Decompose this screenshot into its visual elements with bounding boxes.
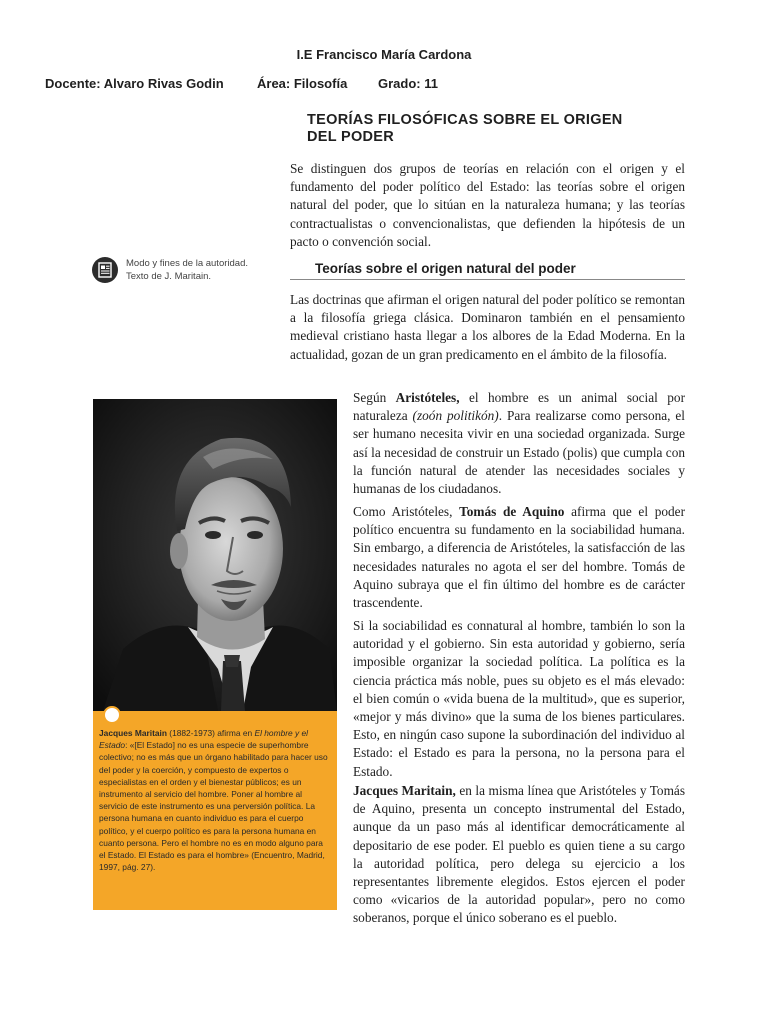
resource-line1: Modo y fines de la autoridad. (126, 258, 248, 269)
resource-reference (126, 257, 276, 283)
aristotle-name: Aristóteles, (395, 390, 460, 405)
caption-name: Jacques Maritain (99, 728, 167, 738)
sociability-paragraph: Si la sociabilidad es connatural al hombre, también lo son la autoridad y el gobierno. Sin esta autoridad y gobierno, sería imposible organizar la sociedad política. La política es la ciencia práctica más noble, pues su objeto es el más elevado: el bien común o «vida buena de la multitud», que es superior, «mejor y más divino» que la suma de los bienes particulares. Esto, en ningún caso supone la subordinación del individuo al Estado: el Estado es para la persona, no la persona para el Estado. (353, 618, 685, 779)
caption-badge-icon (103, 706, 121, 724)
document-title (307, 112, 667, 146)
caption-text (99, 727, 331, 873)
aristotle-mid: el hombre es un animal social por naturaleza (353, 390, 685, 424)
section-divider (290, 279, 685, 280)
caption-book: El hombre y el Estado (99, 728, 309, 751)
caption-quote: : «[El Estado] no es una especie de superhombre colectivo; no es más que un órgano habilitado para hacer uso del poder y la coerción, y compuesto de expertos o especialistas en el orden y el bienestar públicos; es un instrumento al servicio del hombre. Poner al hombre al servicio de este instrumento es una perversión política. La persona humana en cuanto individuo es para el cuerpo político, y el cuerpo político es para la persona humana en cuanto persona. Pero el hombre no es en modo alguno para el Estado. El Estado es para el hombre» (Encuentro, Madrid, 1997, pág. 27). (99, 740, 328, 873)
maritain-portrait (93, 399, 337, 711)
maritain-name: Jacques Maritain, (353, 783, 456, 798)
aristotle-paragraph (353, 389, 685, 498)
section-title: Teorías sobre el origen natural del poder (315, 261, 576, 276)
aristotle-pre: Según (353, 390, 396, 405)
aquinas-name: Tomás de Aquino (459, 504, 565, 519)
grade-level: Grado: 11 (378, 76, 438, 91)
document-icon (92, 257, 118, 283)
aquinas-post: afirma que el poder político encuentra su fundamento en la sociabilidad humana. Sin embargo, a diferencia de Aristóteles, la satisfacción de las necesidades naturales no agota el ser del hombre. Tomás de Aquino subraya que el fin último del hombre es de carácter trascendente. (353, 504, 685, 611)
document-title-line1: TEORÍAS FILOSÓFICAS SOBRE EL ORIGEN (307, 112, 623, 128)
resource-line2: Texto de J. Maritain. (126, 271, 212, 282)
aristotle-term: (zoón politikón) (412, 408, 499, 424)
aquinas-paragraph (353, 503, 685, 612)
caption-dates: (1882-1973) afirma en (166, 728, 255, 738)
aristotle-post: . Para realizarse como persona, el ser humano necesita vivir en una sociedad organizada. Surge así la necesidad de construir un Estado (polis) que cumpla con la función natural de atender las necesidades sociales y humanas de los ciudadanos. (353, 408, 685, 497)
subject-area: Área: Filosofía (257, 76, 348, 91)
origin-paragraph: Las doctrinas que afirman el origen natural del poder político se remontan a la filosofía griega clásica. Dominaron también en el pensamiento medieval cristiano hasta llegar a los albores de la Edad Moderna. En la actualidad, gozan de un gran predicamento en el ámbito de la filosofía. (290, 292, 685, 362)
teacher-name: Docente: Alvaro Rivas Godin (45, 76, 224, 91)
document-title-line2: DEL PODER (307, 129, 395, 145)
maritain-paragraph (353, 782, 685, 928)
caption-box (93, 711, 337, 910)
intro-paragraph: Se distinguen dos grupos de teorías en relación con el origen y el fundamento del poder político del Estado: las teorías sobre el origen natural del poder, que lo sitúan en la naturaleza humana; y las teorías contractualistas o convencionalistas, que defienden la hipótesis de un pacto o convención social. (290, 161, 685, 249)
aquinas-pre: Como Aristóteles, (353, 504, 460, 519)
school-name: I.E Francisco María Cardona (296, 47, 472, 62)
maritain-post: en la misma línea que Aristóteles y Tomás de Aquino, presenta un concepto instrumental del Estado, aunque da un paso más al identificar democráticamente al depositario de ese poder. El pueblo es quien tiene a su cargo la autoridad política, pero delega su ejercicio a los representantes libremente elegidos. Estos ejercen el poder como «vicarios de la autoridad popular», pero no como soberanos, porque el único soberano es el pueblo. (353, 783, 686, 926)
